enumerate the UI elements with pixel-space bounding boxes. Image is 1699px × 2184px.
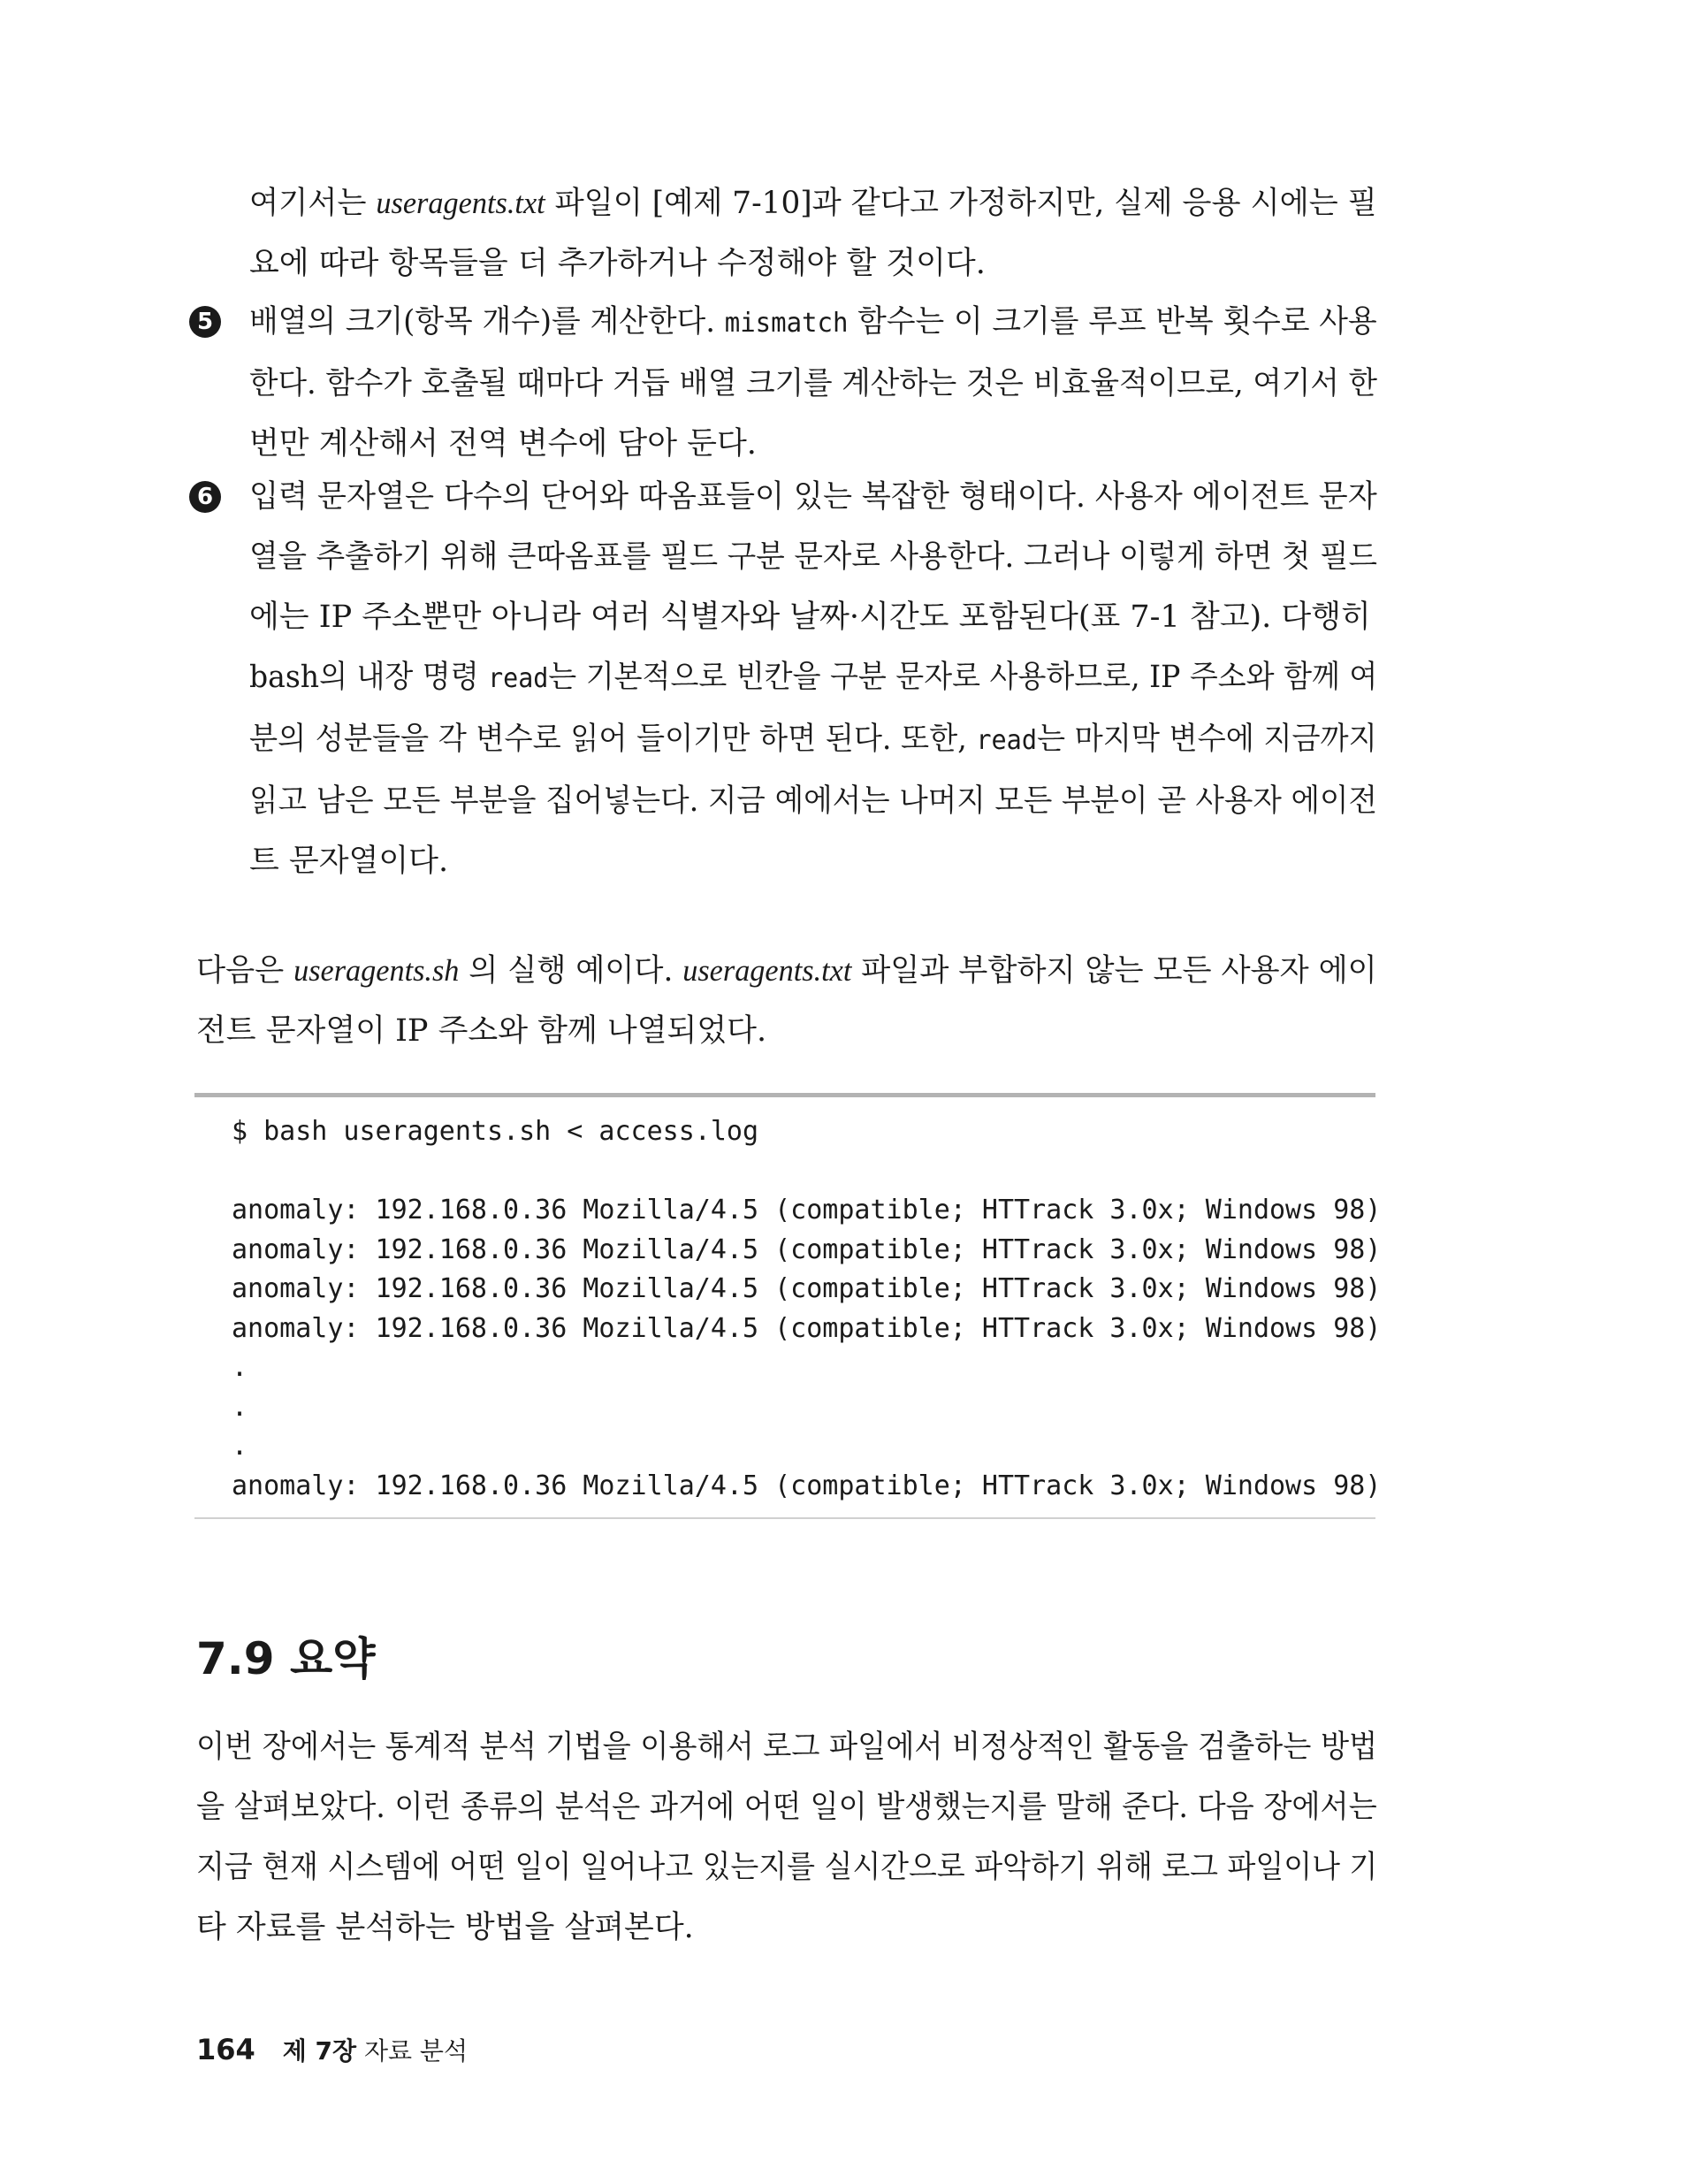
filename-useragents-sh: useragents.sh	[293, 953, 460, 988]
note-5-line-3: 번만 계산해서 전역 변수에 담아 둔다.	[249, 426, 757, 462]
code-block	[232, 1112, 1382, 1506]
example-text: 의 실행 예이다.	[459, 953, 683, 989]
intro-text: 파일이 [예제 7-10]과 같다고 가정하지만, 실제 응용 시에는 필	[545, 186, 1377, 221]
code-blank-line	[232, 1152, 1363, 1192]
code-output-line: anomaly: 192.168.0.36 Mozilla/4.5 (compatible; HTTrack 3.0x; Windows 98)	[232, 1195, 1382, 1226]
code-ellipsis-line: .	[232, 1431, 248, 1462]
note-6-line-5	[249, 709, 1377, 771]
note-5-line-2: 한다. 함수가 호출될 때마다 거듭 배열 크기를 계산하는 것은 비효율적이므로, 여기서 한	[249, 366, 1377, 401]
filename-useragents-txt: useragents.txt	[682, 953, 852, 988]
code-ellipsis-line: .	[232, 1391, 248, 1423]
note-5-paragraph	[249, 292, 1377, 474]
page-footer	[196, 2034, 468, 2067]
note-6-text: 는 마지막 변수에 지금까지	[1036, 722, 1377, 757]
code-block-bottom-rule	[194, 1517, 1375, 1519]
note-5-text: 함수는 이 크기를 루프 반복 횟수로 사용	[848, 304, 1377, 340]
note-marker-5: 5	[189, 306, 221, 338]
example-text: 파일과 부합하지 않는 모든 사용자 에이	[851, 953, 1377, 989]
note-6-line-4	[249, 647, 1378, 709]
note-marker-6: 6	[189, 481, 221, 513]
note-6-line-3: 에는 IP 주소뿐만 아니라 여러 식별자와 날짜·시간도 포함된다(표 7-1 참고). 다행히	[249, 599, 1371, 635]
chapter-label: 제 7장	[282, 2036, 357, 2066]
note-5-line-1	[249, 292, 1377, 354]
section-heading: 7.9 요약	[196, 1633, 376, 1684]
code-output-line: anomaly: 192.168.0.36 Mozilla/4.5 (compatible; HTTrack 3.0x; Windows 98)	[232, 1312, 1382, 1344]
summary-line-1: 이번 장에서는 통계적 분석 기법을 이용해서 로그 파일에서 비정상적인 활동을 검출하는 방법	[196, 1730, 1378, 1765]
note-6-line-6: 읽고 남은 모든 부분을 집어넣는다. 지금 예에서는 나머지 모든 부분이 곧 사용자 에이전	[249, 783, 1377, 819]
page-number: 164	[196, 2033, 255, 2066]
code-ellipsis-line: .	[232, 1352, 248, 1383]
note-6-text: 는 기본적으로 빈칸을 구분 문자로 사용하므로, IP 주소와 함께 여	[548, 660, 1378, 695]
intro-line-1	[249, 173, 1377, 233]
chapter-title: 자료 분석	[363, 2036, 469, 2066]
code-block-top-rule	[194, 1093, 1375, 1097]
example-text: 다음은	[196, 953, 294, 989]
filename-useragents-txt: useragents.txt	[376, 186, 545, 220]
note-6-line-1: 입력 문자열은 다수의 단어와 따옴표들이 있는 복잡한 형태이다. 사용자 에이전트 문자	[249, 479, 1377, 515]
code-output-line: anomaly: 192.168.0.36 Mozilla/4.5 (compatible; HTTrack 3.0x; Windows 98)	[232, 1233, 1382, 1265]
inline-code-read: read	[488, 663, 549, 694]
intro-paragraph	[249, 173, 1377, 294]
summary-line-4: 타 자료를 분석하는 방법을 살펴본다.	[196, 1910, 694, 1945]
intro-text: 여기서는	[249, 186, 377, 221]
example-line-1	[196, 941, 1377, 1001]
summary-line-3: 지금 현재 시스템에 어떤 일이 일어나고 있는지를 실시간으로 파악하기 위해 로그 파일이나 기	[196, 1850, 1378, 1885]
note-6-text: bash의 내장 명령	[249, 660, 489, 695]
example-paragraph	[196, 941, 1377, 1061]
note-6-text: 분의 성분들을 각 변수로 읽어 들이기만 하면 된다. 또한,	[249, 722, 977, 757]
note-6-paragraph	[249, 467, 1377, 891]
code-output-line: anomaly: 192.168.0.36 Mozilla/4.5 (compatible; HTTrack 3.0x; Windows 98)	[232, 1273, 1382, 1304]
note-6-line-2: 열을 추출하기 위해 큰따옴표를 필드 구분 문자로 사용한다. 그러나 이렇게 하면 첫 필드	[249, 539, 1377, 575]
note-5-text: 배열의 크기(항목 개수)를 계산한다.	[249, 304, 725, 340]
code-command-line: $ bash useragents.sh < access.log	[232, 1116, 759, 1147]
inline-code-mismatch: mismatch	[724, 308, 849, 339]
inline-code-read: read	[976, 725, 1037, 756]
code-output-line: anomaly: 192.168.0.36 Mozilla/4.5 (compatible; HTTrack 3.0x; Windows 98)	[232, 1470, 1382, 1501]
example-line-2: 전트 문자열이 IP 주소와 함께 나열되었다.	[196, 1013, 767, 1049]
intro-line-2: 요에 따라 항목들을 더 추가하거나 수정해야 할 것이다.	[249, 246, 986, 281]
note-6-line-7: 트 문자열이다.	[249, 844, 449, 879]
summary-line-2: 을 살펴보았다. 이런 종류의 분석은 과거에 어떤 일이 발생했는지를 말해 준다. 다음 장에서는	[196, 1790, 1377, 1825]
summary-paragraph	[196, 1717, 1377, 1958]
